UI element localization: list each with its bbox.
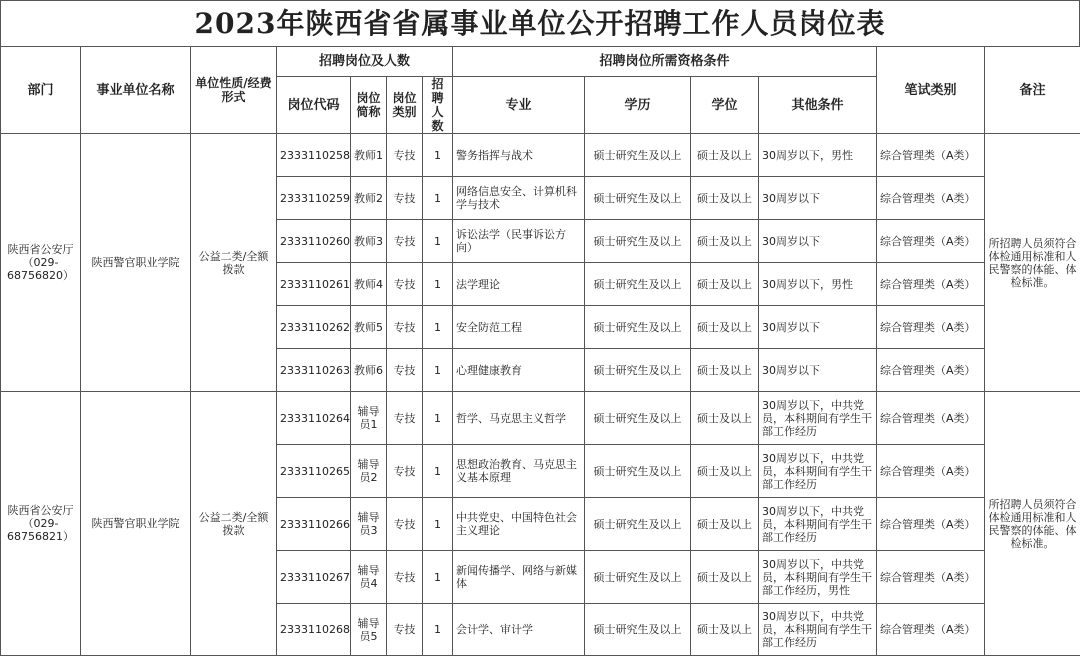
header-dept: 部门 [1, 47, 81, 134]
exam-cell: 综合管理类（A类） [877, 134, 985, 177]
header-nature: 单位性质/经费形式 [191, 47, 277, 134]
exam-cell: 综合管理类（A类） [877, 551, 985, 604]
code-cell: 2333110261 [277, 263, 351, 306]
count-cell: 1 [423, 349, 453, 392]
post-name-cell: 教师2 [351, 177, 387, 220]
header-remark: 备注 [985, 47, 1080, 134]
count-cell: 1 [423, 392, 453, 445]
other-cell: 30周岁以下，中共党员，本科期间有学生干部工作经历 [759, 445, 877, 498]
count-cell: 1 [423, 306, 453, 349]
degree-cell: 硕士及以上 [691, 134, 759, 177]
other-cell: 30周岁以下，男性 [759, 263, 877, 306]
header-unit: 事业单位名称 [81, 47, 191, 134]
header-post-name: 岗位简称 [351, 77, 387, 134]
post-type-cell: 专技 [387, 306, 423, 349]
other-cell: 30周岁以下 [759, 177, 877, 220]
job-table [0, 46, 1080, 656]
edu-cell: 硕士研究生及以上 [585, 392, 691, 445]
post-type-cell: 专技 [387, 263, 423, 306]
header-group-cond: 招聘岗位所需资格条件 [453, 47, 877, 77]
post-name-cell: 辅导员3 [351, 498, 387, 551]
major-cell: 哲学、马克思主义哲学 [453, 392, 585, 445]
count-cell: 1 [423, 551, 453, 604]
code-cell: 2333110262 [277, 306, 351, 349]
unit-cell: 陕西警官职业学院 [81, 392, 191, 656]
header-exam: 笔试类别 [877, 47, 985, 134]
other-cell: 30周岁以下，男性 [759, 134, 877, 177]
exam-cell: 综合管理类（A类） [877, 177, 985, 220]
post-type-cell: 专技 [387, 498, 423, 551]
edu-cell: 硕士研究生及以上 [585, 498, 691, 551]
post-name-cell: 辅导员5 [351, 604, 387, 656]
exam-cell: 综合管理类（A类） [877, 306, 985, 349]
degree-cell: 硕士及以上 [691, 498, 759, 551]
post-name-cell: 辅导员2 [351, 445, 387, 498]
dept-cell: 陕西省公安厅（029-68756820） [1, 134, 81, 392]
exam-cell: 综合管理类（A类） [877, 349, 985, 392]
code-cell: 2333110260 [277, 220, 351, 263]
degree-cell: 硕士及以上 [691, 263, 759, 306]
post-type-cell: 专技 [387, 134, 423, 177]
edu-cell: 硕士研究生及以上 [585, 551, 691, 604]
code-cell: 2333110258 [277, 134, 351, 177]
degree-cell: 硕士及以上 [691, 392, 759, 445]
edu-cell: 硕士研究生及以上 [585, 604, 691, 656]
count-cell: 1 [423, 498, 453, 551]
major-cell: 诉讼法学（民事诉讼方向） [453, 220, 585, 263]
other-cell: 30周岁以下，中共党员，本科期间有学生干部工作经历，男性 [759, 551, 877, 604]
code-cell: 2333110259 [277, 177, 351, 220]
count-cell: 1 [423, 134, 453, 177]
code-cell: 2333110265 [277, 445, 351, 498]
major-cell: 安全防范工程 [453, 306, 585, 349]
code-cell: 2333110267 [277, 551, 351, 604]
post-name-cell: 教师4 [351, 263, 387, 306]
major-cell: 中共党史、中国特色社会主义理论 [453, 498, 585, 551]
major-cell: 法学理论 [453, 263, 585, 306]
degree-cell: 硕士及以上 [691, 604, 759, 656]
other-cell: 30周岁以下，中共党员，本科期间有学生干部工作经历 [759, 392, 877, 445]
table-row [1, 134, 1080, 177]
degree-cell: 硕士及以上 [691, 306, 759, 349]
header-post-type: 岗位类别 [387, 77, 423, 134]
header-code: 岗位代码 [277, 77, 351, 134]
count-cell: 1 [423, 220, 453, 263]
other-cell: 30周岁以下 [759, 220, 877, 263]
count-cell: 1 [423, 177, 453, 220]
degree-cell: 硕士及以上 [691, 445, 759, 498]
degree-cell: 硕士及以上 [691, 349, 759, 392]
table-row [1, 392, 1080, 445]
exam-cell: 综合管理类（A类） [877, 392, 985, 445]
major-cell: 警务指挥与战术 [453, 134, 585, 177]
header-major: 专业 [453, 77, 585, 134]
header-count: 招聘人数 [423, 77, 453, 134]
post-type-cell: 专技 [387, 604, 423, 656]
nature-cell: 公益二类/全额拨款 [191, 134, 277, 392]
dept-cell: 陕西省公安厅（029-68756821） [1, 392, 81, 656]
post-name-cell: 辅导员4 [351, 551, 387, 604]
degree-cell: 硕士及以上 [691, 220, 759, 263]
nature-cell: 公益二类/全额拨款 [191, 392, 277, 656]
major-cell: 新闻传播学、网络与新媒体 [453, 551, 585, 604]
other-cell: 30周岁以下，中共党员，本科期间有学生干部工作经历 [759, 498, 877, 551]
exam-cell: 综合管理类（A类） [877, 220, 985, 263]
code-cell: 2333110263 [277, 349, 351, 392]
post-name-cell: 辅导员1 [351, 392, 387, 445]
post-name-cell: 教师3 [351, 220, 387, 263]
edu-cell: 硕士研究生及以上 [585, 220, 691, 263]
other-cell: 30周岁以下 [759, 306, 877, 349]
post-type-cell: 专技 [387, 177, 423, 220]
header-edu: 学历 [585, 77, 691, 134]
code-cell: 2333110264 [277, 392, 351, 445]
remark-cell: 所招聘人员须符合体检通用标准和人民警察的体能、体检标准。 [985, 392, 1080, 656]
edu-cell: 硕士研究生及以上 [585, 263, 691, 306]
header-other: 其他条件 [759, 77, 877, 134]
post-type-cell: 专技 [387, 220, 423, 263]
degree-cell: 硕士及以上 [691, 551, 759, 604]
post-name-cell: 教师5 [351, 306, 387, 349]
post-type-cell: 专技 [387, 551, 423, 604]
post-name-cell: 教师6 [351, 349, 387, 392]
remark-cell: 所招聘人员须符合体检通用标准和人民警察的体能、体检标准。 [985, 134, 1080, 392]
post-type-cell: 专技 [387, 392, 423, 445]
count-cell: 1 [423, 445, 453, 498]
other-cell: 30周岁以下 [759, 349, 877, 392]
exam-cell: 综合管理类（A类） [877, 498, 985, 551]
header-group-post: 招聘岗位及人数 [277, 47, 453, 77]
edu-cell: 硕士研究生及以上 [585, 134, 691, 177]
exam-cell: 综合管理类（A类） [877, 445, 985, 498]
other-cell: 30周岁以下，中共党员，本科期间有学生干部工作经历 [759, 604, 877, 656]
header-degree: 学位 [691, 77, 759, 134]
code-cell: 2333110268 [277, 604, 351, 656]
unit-cell: 陕西警官职业学院 [81, 134, 191, 392]
code-cell: 2333110266 [277, 498, 351, 551]
edu-cell: 硕士研究生及以上 [585, 306, 691, 349]
edu-cell: 硕士研究生及以上 [585, 445, 691, 498]
count-cell: 1 [423, 604, 453, 656]
count-cell: 1 [423, 263, 453, 306]
edu-cell: 硕士研究生及以上 [585, 177, 691, 220]
major-cell: 网络信息安全、计算机科学与技术 [453, 177, 585, 220]
post-type-cell: 专技 [387, 445, 423, 498]
edu-cell: 硕士研究生及以上 [585, 349, 691, 392]
exam-cell: 综合管理类（A类） [877, 263, 985, 306]
major-cell: 心理健康教育 [453, 349, 585, 392]
major-cell: 会计学、审计学 [453, 604, 585, 656]
post-type-cell: 专技 [387, 349, 423, 392]
post-name-cell: 教师1 [351, 134, 387, 177]
major-cell: 思想政治教育、马克思主义基本原理 [453, 445, 585, 498]
exam-cell: 综合管理类（A类） [877, 604, 985, 656]
page-title: 2023年陕西省省属事业单位公开招聘工作人员岗位表 [0, 0, 1080, 46]
degree-cell: 硕士及以上 [691, 177, 759, 220]
